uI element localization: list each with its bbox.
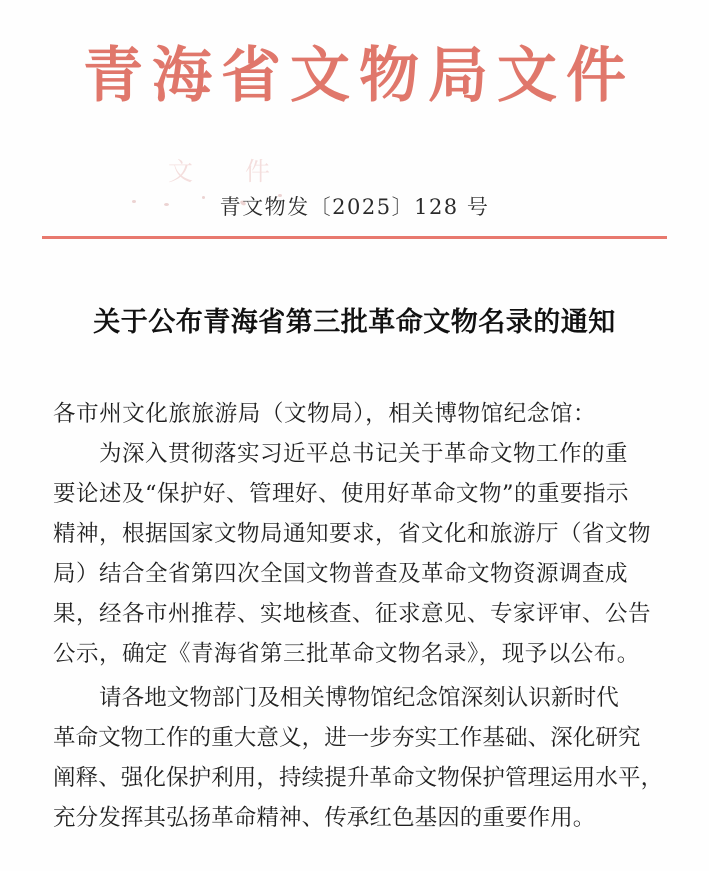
paragraph-line: 请各地文物部门及相关博物馆纪念馆深刻认识新时代 bbox=[99, 685, 619, 711]
document-title: 关于公布青海省第三批革命文物名录的通知 bbox=[93, 307, 616, 338]
paragraph-line: 阐释、强化保护利用，持续提升革命文物保护管理运用水平， bbox=[53, 765, 664, 791]
salutation: 各市州文化旅旅游局（文物局），相关博物馆纪念馆： bbox=[53, 401, 597, 427]
paragraph-line: 充分发挥其弘扬革命精神、传承红色基因的重要作用。 bbox=[53, 805, 596, 831]
document-number: 青文物发〔2025〕128 号 bbox=[219, 195, 490, 219]
paragraph-line: 精神，根据国家文物局通知要求，省文化和旅游厅（省文物 bbox=[53, 521, 652, 547]
paragraph-line: 局）结合全省第四次全国文物普查及革命文物资源调查成 bbox=[53, 561, 629, 587]
body-paragraph-1 bbox=[53, 434, 657, 674]
paragraph-line: 果，经各市州推荐、实地核查、征求意见、专家评审、公告 bbox=[53, 601, 652, 627]
paragraph-line: 公示，确定《青海省第三批革命文物名录》，现予以公布。 bbox=[53, 641, 640, 667]
letterhead bbox=[0, 41, 709, 111]
letterhead-title: 青海省文物局文件 bbox=[83, 41, 635, 111]
paragraph-line: 为深入贯彻落实习近平总书记关于革命文物工作的重 bbox=[99, 441, 629, 467]
body-paragraph-2 bbox=[53, 678, 664, 838]
seal-watermark: 文 件 bbox=[168, 157, 292, 186]
document-body bbox=[53, 394, 664, 838]
red-divider-rule bbox=[42, 236, 667, 239]
paragraph-line: 要论述及“保护好、管理好、使用好革命文物”的重要指示 bbox=[53, 481, 630, 507]
paragraph-line: 革命文物工作的重大意义，进一步夯实工作基础、深化研究 bbox=[53, 725, 641, 751]
